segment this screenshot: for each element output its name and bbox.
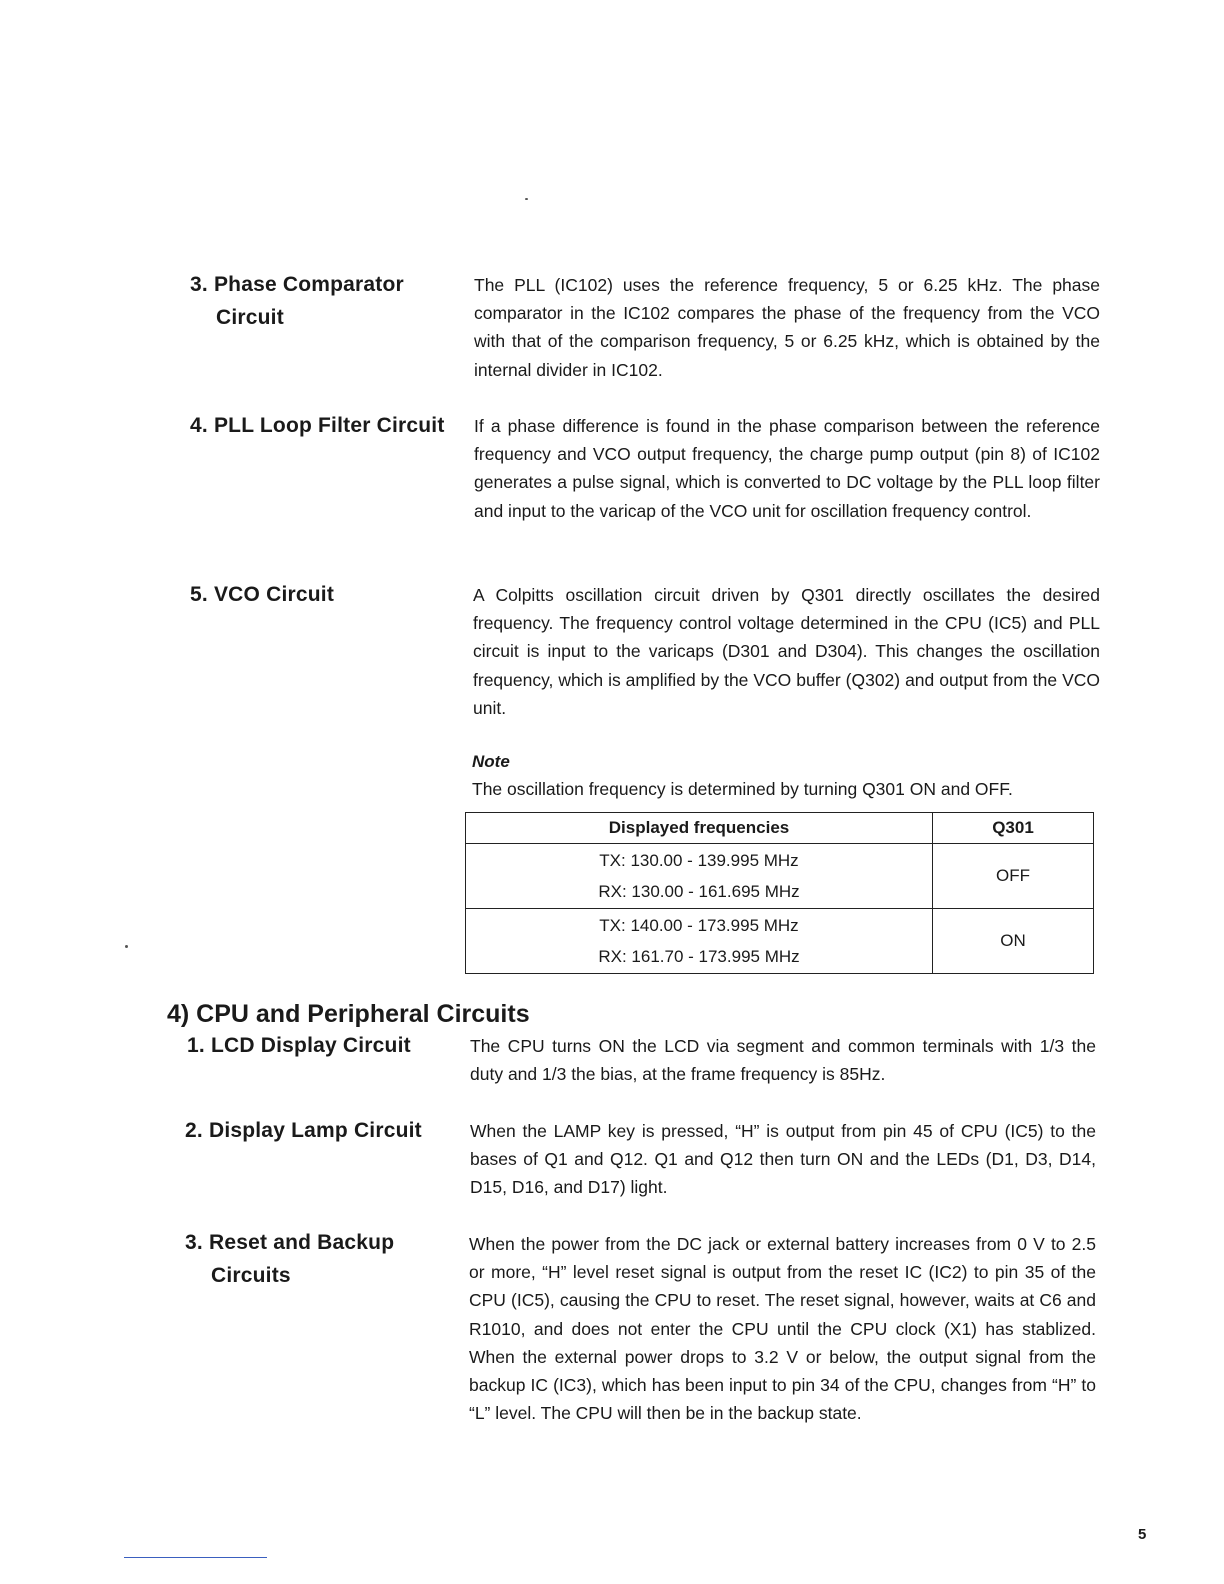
- q301-state: ON: [933, 909, 1094, 974]
- note-text: The oscillation frequency is determined by turning Q301 ON and OFF.: [472, 779, 1013, 799]
- section-heading-pll-loop-filter: [190, 409, 445, 442]
- tx-range: TX: 130.00 - 139.995 MHz: [599, 851, 799, 870]
- section-title: LCD Display Circuit: [210, 1034, 411, 1057]
- table-row: [466, 909, 1094, 974]
- section-heading-reset-backup: [185, 1226, 394, 1292]
- section-title: Reset and Backup: [208, 1231, 395, 1254]
- major-heading-cpu: 4) CPU and Peripheral Circuits: [167, 1000, 530, 1028]
- section-number: 3.: [185, 1231, 203, 1254]
- frequency-table: [465, 812, 1094, 974]
- table-header-q301: Q301: [933, 813, 1094, 844]
- footer-rule: [124, 1557, 267, 1558]
- rx-range: RX: 130.00 - 161.695 MHz: [598, 882, 800, 901]
- section-number: 3.: [190, 273, 208, 296]
- section-heading-display-lamp: [185, 1114, 422, 1147]
- section-number: 4.: [190, 414, 208, 437]
- section-heading-phase-comparator: [190, 268, 404, 334]
- section-body-reset-backup: When the power from the DC jack or external battery increases from 0 V to 2.5 or more, “H” level reset signal is output from the reset IC (IC2) to pin 35 of the CPU (IC5), causing the CPU to reset. The reset signal, however, waits at C6 and R1010, and does not enter the CPU until the CPU clock (X1) has stablized. When the external power drops to 3.2 V or below, the output signal from the backup IC (IC3), which has been input to pin 34 of the CPU, changes from “H” to “L” level. The CPU will then be in the backup state.: [469, 1234, 1096, 1424]
- rx-range: RX: 161.70 - 173.995 MHz: [598, 947, 800, 966]
- table-row: [466, 844, 1094, 909]
- section-body-vco: A Colpitts oscillation circuit driven by Q301 directly oscillates the desired frequency. The frequency control voltage determined in the CPU (IC5) and PLL circuit is input to the varicaps (D301 and D304). This changes the oscillation frequency, which is amplified by the VCO buffer (Q302) and output from the VCO unit.: [473, 585, 1100, 718]
- frequency-cell: [466, 844, 933, 909]
- section-body-lcd-display: The CPU turns ON the LCD via segment and common terminals with 1/3 the duty and 1/3 the bias, at the frame frequency is 85Hz.: [470, 1036, 1096, 1085]
- section-title: VCO Circuit: [213, 583, 335, 606]
- section-heading-lcd-display: [187, 1029, 411, 1062]
- tx-range: TX: 140.00 - 173.995 MHz: [599, 916, 799, 935]
- section-number: 5.: [190, 583, 208, 606]
- scan-speck: [125, 945, 128, 948]
- section-title-line2: Circuit: [216, 306, 284, 329]
- q301-state: OFF: [933, 844, 1094, 909]
- section-heading-vco: [190, 578, 334, 611]
- table-header-frequencies: Displayed frequencies: [466, 813, 933, 844]
- section-number: 2.: [185, 1119, 203, 1142]
- section-title: PLL Loop Filter Circuit: [213, 414, 445, 437]
- section-body-display-lamp: When the LAMP key is pressed, “H” is output from pin 45 of CPU (IC5) to the bases of Q1 and Q12. Q1 and Q12 then turn ON and the LEDs (D1, D3, D14, D15, D16, and D17) light.: [470, 1121, 1096, 1198]
- section-title: Display Lamp Circuit: [208, 1119, 422, 1142]
- table-header-row: [466, 813, 1094, 844]
- section-title: Phase Comparator: [213, 273, 404, 296]
- section-body-phase-comparator: The PLL (IC102) uses the reference frequency, 5 or 6.25 kHz. The phase comparator in the IC102 compares the phase of the frequency from the VCO with that of the comparison frequency, 5 or 6.25 kHz, which is obtained by the internal divider in IC102.: [474, 275, 1100, 380]
- frequency-cell: [466, 909, 933, 974]
- page-number: 5: [1138, 1526, 1147, 1543]
- section-body-pll-loop-filter: If a phase difference is found in the phase comparison between the reference frequency and VCO output frequency, the charge pump output (pin 8) of IC102 generates a pulse signal, which is converted to DC voltage by the PLL loop filter and input to the varicap of the VCO unit for oscillation frequency control.: [474, 416, 1100, 521]
- scan-speck: [525, 198, 528, 200]
- section-title-line2: Circuits: [211, 1264, 291, 1287]
- note-label: Note: [472, 752, 510, 771]
- section-number: 1.: [187, 1034, 205, 1057]
